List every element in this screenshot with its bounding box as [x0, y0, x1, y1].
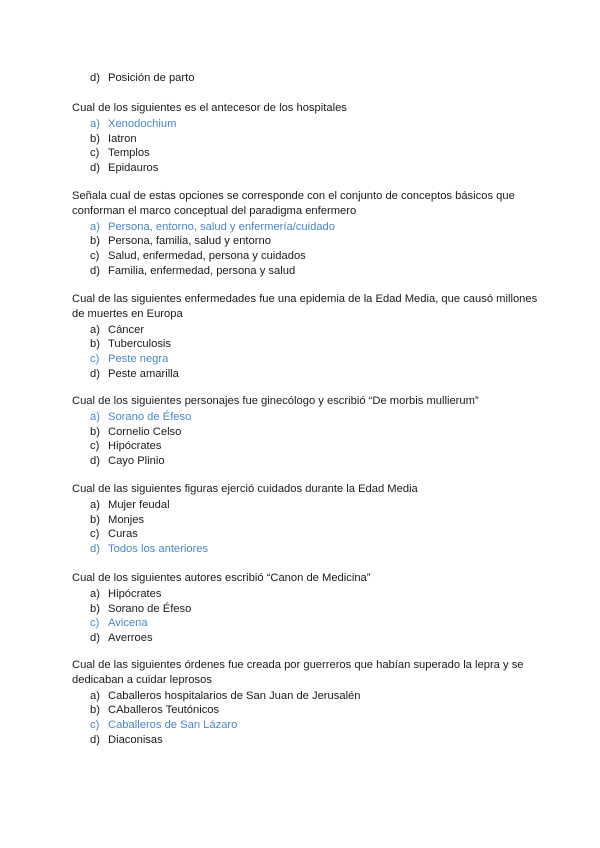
option-letter: a)	[90, 587, 100, 600]
answer-option	[72, 587, 542, 602]
option-letter: c)	[90, 353, 100, 366]
option-letter: d)	[90, 72, 100, 84]
option-letter: b)	[90, 704, 100, 717]
question-block	[72, 292, 542, 382]
option-letter: c)	[90, 440, 100, 453]
question-block	[72, 101, 542, 176]
option-text: Monjes	[108, 513, 145, 526]
option-letter: a)	[90, 220, 100, 233]
answer-option	[72, 425, 542, 440]
question-stem: Cual de las siguientes figuras ejerció cuidados durante la Edad Media	[72, 483, 418, 495]
options-list	[72, 498, 542, 557]
option-text: Curas	[108, 528, 138, 541]
option-letter: a)	[90, 323, 100, 336]
option-text: Todos los anteriores	[108, 543, 209, 556]
answer-option	[72, 249, 542, 264]
answer-option	[72, 71, 542, 86]
answer-option	[72, 703, 542, 718]
answer-option	[72, 234, 542, 249]
question-stem: Cual de los siguientes autores escribió “Canon de Medicina”	[72, 572, 371, 584]
option-text: Persona, entorno, salud y enfermería/cuidado	[108, 220, 335, 233]
answer-option	[72, 264, 542, 279]
question-block	[72, 189, 542, 279]
option-text: Diaconisas	[108, 733, 163, 746]
options-list	[72, 587, 542, 646]
options-list	[72, 71, 542, 86]
answer-option	[72, 132, 542, 147]
option-letter: c)	[90, 719, 100, 732]
option-letter: a)	[90, 689, 100, 702]
question-stem: Cual de las siguientes órdenes fue creada por guerreros que habían superado la lepra y se dedicaban a cuidar leprosos	[72, 659, 524, 686]
option-letter: d)	[90, 367, 100, 380]
answer-option	[72, 602, 542, 617]
option-text: Cornelio Celso	[108, 425, 182, 438]
option-text: Familia, enfermedad, persona y salud	[108, 264, 296, 277]
answer-option	[72, 498, 542, 513]
option-text: Iatron	[108, 132, 137, 145]
options-list	[72, 689, 542, 748]
option-text: Caballeros hospitalarios de San Juan de Jerusalén	[108, 689, 361, 702]
option-letter: c)	[90, 147, 100, 160]
option-text: Sorano de Éfeso	[108, 602, 192, 615]
answer-option	[72, 513, 542, 528]
option-letter: d)	[90, 632, 100, 645]
question-stem: Cual de las siguientes enfermedades fue una epidemia de la Edad Media, que causó millones de muertes en Europa	[72, 293, 538, 320]
option-letter: d)	[90, 733, 100, 746]
options-list	[72, 117, 542, 176]
option-text: Cáncer	[108, 323, 145, 336]
options-list	[72, 410, 542, 469]
option-letter: b)	[90, 602, 100, 615]
answer-option	[72, 631, 542, 646]
option-letter: a)	[90, 410, 100, 423]
option-letter: d)	[90, 455, 100, 468]
options-list	[72, 323, 542, 382]
option-text: Hipócrates	[108, 440, 162, 453]
option-letter: c)	[90, 528, 100, 541]
answer-option	[72, 117, 542, 132]
option-text: Xenodochium	[108, 117, 177, 130]
option-letter: b)	[90, 338, 100, 351]
answer-option	[72, 454, 542, 469]
answer-option	[72, 689, 542, 704]
question-stem: Cual de los siguientes personajes fue ginecólogo y escribió “De morbis mullierum”	[72, 395, 479, 407]
answer-option	[72, 439, 542, 454]
question-block	[72, 482, 542, 557]
question-block	[72, 658, 542, 748]
option-text: Templos	[108, 147, 150, 160]
option-text: Tuberculosis	[108, 338, 172, 351]
option-letter: c)	[90, 617, 100, 630]
option-text: Sorano de Éfeso	[108, 410, 192, 423]
answer-option	[72, 352, 542, 367]
option-text: Posición de parto	[108, 72, 195, 84]
option-letter: b)	[90, 513, 100, 526]
option-text: Cayo Plinio	[108, 455, 165, 468]
answer-option	[72, 542, 542, 557]
option-text: Avicena	[108, 617, 148, 630]
answer-option	[72, 718, 542, 733]
option-letter: a)	[90, 117, 100, 130]
options-list	[72, 220, 542, 279]
question-stem: Señala cual de estas opciones se corresponde con el conjunto de conceptos básicos que conforman el marco conceptual del paradigma enfermero	[72, 190, 515, 217]
option-text: Peste negra	[108, 353, 169, 366]
option-text: Caballeros de San Lázaro	[108, 719, 238, 732]
answer-option	[72, 410, 542, 425]
option-letter: d)	[90, 162, 100, 175]
option-letter: a)	[90, 498, 100, 511]
answer-option	[72, 337, 542, 352]
option-text: Peste amarilla	[108, 367, 179, 380]
option-text: Salud, enfermedad, persona y cuidados	[108, 250, 306, 263]
option-text: Epidauros	[108, 162, 159, 175]
question-block	[72, 394, 542, 469]
option-text: Persona, familia, salud y entorno	[108, 235, 271, 248]
question-stem: Cual de los siguientes es el antecesor de los hospitales	[72, 102, 347, 114]
answer-option	[72, 323, 542, 338]
answer-option	[72, 146, 542, 161]
option-text: CAballeros Teutónicos	[108, 704, 220, 717]
answer-option	[72, 161, 542, 176]
question-block	[72, 71, 542, 86]
answer-option	[72, 733, 542, 748]
answer-option	[72, 616, 542, 631]
answer-option	[72, 220, 542, 235]
option-letter: c)	[90, 250, 100, 263]
option-letter: b)	[90, 235, 100, 248]
answer-option	[72, 367, 542, 382]
option-letter: d)	[90, 264, 100, 277]
option-letter: b)	[90, 425, 100, 438]
option-text: Mujer feudal	[108, 498, 170, 511]
option-text: Averroes	[108, 632, 153, 645]
answer-option	[72, 527, 542, 542]
option-letter: d)	[90, 543, 100, 556]
option-letter: b)	[90, 132, 100, 145]
option-text: Hipócrates	[108, 587, 162, 600]
question-block	[72, 571, 542, 646]
